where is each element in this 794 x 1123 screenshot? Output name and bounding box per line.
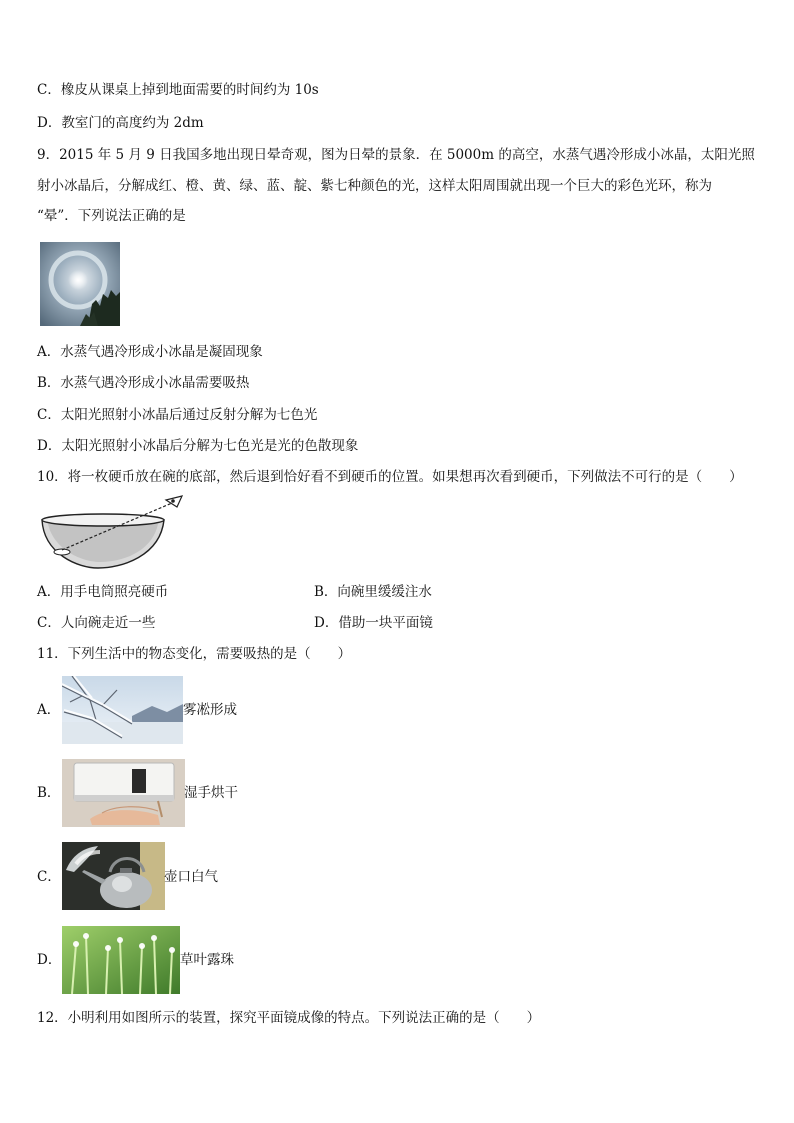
q10-option-d: D．借助一块平面镜 xyxy=(314,615,433,631)
q11-option-a-text: 雾凇形成 xyxy=(183,702,237,718)
q9-stem-line1: 9．2015 年 5 月 9 日我国多地出现日晕奇观，图为日晕的景象．在 5000m 的高空，水蒸气遇冷形成小冰晶，太阳光照 xyxy=(37,147,755,163)
q10-option-a: A．用手电筒照亮硬币 xyxy=(37,584,169,600)
q11-option-c-label: C． xyxy=(37,869,61,885)
q10-option-c: C．人向碗走近一些 xyxy=(37,615,156,631)
frost-tree-photo xyxy=(62,676,183,744)
q9-option-a: A．水蒸气遇冷形成小冰晶是凝固现象 xyxy=(37,344,263,360)
sun-halo-photo xyxy=(40,242,120,326)
q9-option-b: B．水蒸气遇冷形成小冰晶需要吸热 xyxy=(37,375,250,391)
q11-option-a-label: A． xyxy=(37,702,61,718)
q11-option-d-text: 草叶露珠 xyxy=(180,952,234,968)
q9-option-d: D．太阳光照射小冰晶后分解为七色光是光的色散现象 xyxy=(37,438,359,454)
q11-option-b-text: 湿手烘干 xyxy=(184,785,238,801)
dew-grass-photo xyxy=(62,926,180,994)
q9-stem-line3: “晕”．下列说法正确的是 xyxy=(37,208,186,224)
q11-option-d-label: D． xyxy=(37,952,62,968)
q8-option-c: C．橡皮从课桌上掉到地面需要的时间约为 10s xyxy=(37,82,319,98)
q11-option-b-label: B． xyxy=(37,785,61,801)
kettle-steam-photo xyxy=(62,842,165,910)
hand-dryer-photo xyxy=(62,759,185,827)
q9-stem-line2: 射小冰晶后，分解成红、橙、黄、绿、蓝、靛、紫七种颜色的光，这样太阳周围就出现一个巨大的彩色光环，称为 xyxy=(37,178,712,194)
q12-stem: 12．小明利用如图所示的装置，探究平面镜成像的特点。下列说法正确的是（ ） xyxy=(37,1010,541,1026)
bowl-coin-diagram xyxy=(38,494,183,574)
q10-option-b: B．向碗里缓缓注水 xyxy=(314,584,432,600)
q8-option-d: D．教室门的高度约为 2dm xyxy=(37,115,204,131)
q11-option-c-text: 壶口白气 xyxy=(164,869,218,885)
q9-option-c: C．太阳光照射小冰晶后通过反射分解为七色光 xyxy=(37,407,318,423)
q11-stem: 11．下列生活中的物态变化，需要吸热的是（ ） xyxy=(37,646,352,662)
q10-stem: 10．将一枚硬币放在碗的底部，然后退到恰好看不到硬币的位置。如果想再次看到硬币，下列做法不可行的是（ ） xyxy=(37,469,743,485)
